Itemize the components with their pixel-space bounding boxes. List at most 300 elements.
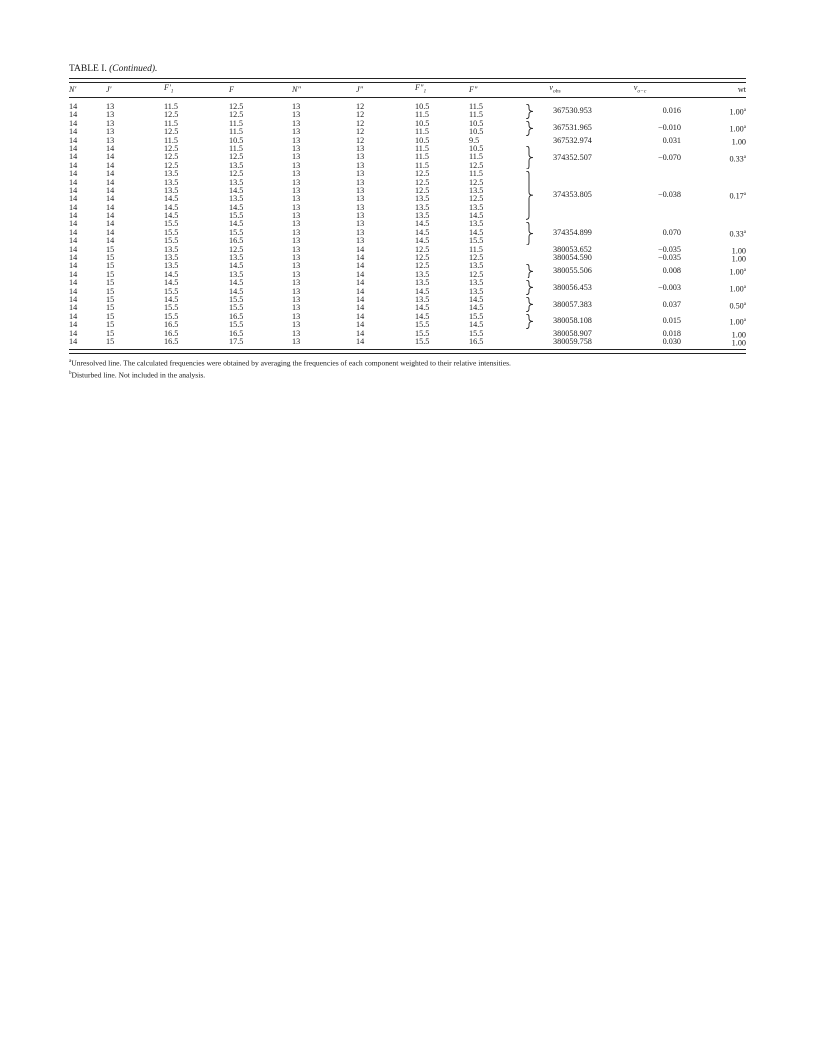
nu-oc-value: −0.003 — [657, 282, 681, 292]
table-cell: 13.5 — [229, 177, 244, 187]
table-cell: 15.5 — [415, 320, 430, 330]
table-cell: 14.5 — [469, 211, 484, 221]
table-cell: 13 — [292, 118, 301, 128]
table-cell: 11.5 — [469, 244, 484, 254]
table-cell: 14 — [69, 160, 78, 170]
table-cell: 13 — [292, 236, 301, 246]
table-cell: 14.5 — [415, 303, 430, 313]
frequency-annotation — [69, 153, 746, 163]
table-cell: 14 — [356, 320, 365, 330]
table-cell: 14.5 — [164, 202, 179, 212]
brace-icon — [525, 171, 535, 219]
table-cell: 14.5 — [229, 286, 244, 296]
table-cell: 12.5 — [229, 244, 244, 254]
header-f1prime: $F'_1$ — [164, 82, 174, 95]
table-cell: 11.5 — [469, 152, 484, 162]
header-jdprime: J" — [356, 84, 364, 94]
table-cell: 14 — [69, 320, 78, 330]
bottom-rule-2 — [69, 353, 746, 354]
table-cell: 15.5 — [229, 320, 244, 330]
header-wt: wt — [737, 84, 746, 94]
table-cell: 15 — [106, 269, 115, 279]
table-cell: 13 — [356, 160, 365, 170]
table-cell: 10.5 — [469, 143, 484, 153]
table-cell: 11.5 — [229, 127, 244, 137]
table-cell: 14.5 — [415, 227, 430, 237]
table-cell: 12.5 — [469, 269, 484, 279]
table-cell: 13.5 — [164, 185, 179, 195]
frequency-annotation — [69, 123, 746, 133]
nu-oc-value: 0.015 — [662, 316, 681, 326]
table-cell: 14 — [69, 127, 78, 137]
table-cell: 10.5 — [415, 135, 430, 145]
wt-value: 0.33$^a$ — [729, 154, 746, 164]
table-cell: 13 — [292, 336, 301, 346]
table-cell: 16.5 — [229, 236, 244, 246]
wt-value: 1.00$^a$ — [729, 124, 746, 134]
nu-obs-value: 367530.953 — [553, 106, 592, 116]
table-cell: 15 — [106, 286, 115, 296]
table-cell: 14 — [106, 227, 115, 237]
table-cell: 14 — [106, 169, 115, 179]
table-cell: 12.5 — [164, 152, 179, 162]
table-cell: 16.5 — [164, 336, 179, 346]
table-cell: 15.5 — [415, 336, 430, 346]
table-cell: 14 — [69, 227, 78, 237]
frequency-annotation — [69, 190, 746, 200]
frequency-annotation — [69, 253, 746, 263]
table-cell: 14 — [106, 211, 115, 221]
caption-continued: (Continued). — [109, 64, 158, 74]
table-cell: 14 — [69, 169, 78, 179]
table-cell: 14 — [69, 328, 78, 338]
table-cell: 12 — [356, 118, 365, 128]
table-cell: 15 — [106, 261, 115, 271]
table-cell: 14.5 — [164, 294, 179, 304]
table-cell: 13 — [292, 211, 301, 221]
table-cell: 14 — [69, 152, 78, 162]
table-cell: 14 — [69, 269, 78, 279]
table-cell: 11.5 — [469, 110, 484, 120]
header-ndprime: N" — [292, 84, 301, 94]
table-cell: 14 — [69, 336, 78, 346]
nu-obs-value: 380053.652 — [553, 245, 592, 254]
table-cell: 14 — [69, 185, 78, 195]
brace-icon — [525, 264, 535, 279]
frequency-annotation — [69, 136, 746, 146]
table-cell: 12.5 — [164, 127, 179, 137]
table-cell: 15.5 — [229, 211, 244, 221]
table-cell: 12.5 — [229, 169, 244, 179]
nu-obs-value: 380054.590 — [553, 253, 592, 263]
table-cell: 14 — [356, 253, 365, 263]
table-cell: 12.5 — [164, 143, 179, 153]
brace-icon — [525, 222, 535, 245]
table-cell: 14.5 — [469, 303, 484, 313]
table-cell: 15.5 — [469, 236, 484, 246]
table-cell: 13 — [356, 185, 365, 195]
table-cell: 15.5 — [229, 303, 244, 313]
table-cell: 14.5 — [229, 185, 244, 195]
nu-oc-value: −0.070 — [657, 152, 681, 162]
wt-value: 1.00 — [731, 330, 746, 340]
nu-oc-value: 0.031 — [662, 135, 681, 145]
table-cell: 13 — [292, 320, 301, 330]
table-cell: 13.5 — [415, 211, 430, 221]
header-fprime: F — [229, 84, 235, 94]
table-cell: 14 — [106, 185, 115, 195]
table-cell: 13.5 — [415, 278, 430, 288]
wt-value: 1.00$^a$ — [729, 318, 746, 328]
table-cell: 15.5 — [229, 294, 244, 304]
table-cell: 14 — [106, 152, 115, 162]
nu-oc-value: 0.018 — [662, 329, 681, 338]
table-cell: 14.5 — [164, 211, 179, 221]
table-cell: 14.5 — [229, 278, 244, 288]
table-cell: 13.5 — [164, 177, 179, 187]
nu-oc-value: −0.010 — [657, 123, 681, 133]
wt-value: 1.00$^a$ — [729, 284, 746, 294]
table-cell: 11.5 — [164, 102, 179, 111]
wt-value: 0.50$^a$ — [729, 301, 746, 311]
table-cell: 13 — [292, 194, 301, 204]
table-cell: 11.5 — [469, 102, 484, 111]
table-cell: 15.5 — [469, 311, 484, 321]
brace-icon — [525, 121, 535, 136]
table-cell: 14 — [356, 311, 365, 321]
table-cell: 13 — [292, 102, 301, 111]
table-cell: 14.5 — [415, 311, 430, 321]
table-cell: 14 — [69, 244, 78, 254]
wt-value: 1.00 — [731, 246, 746, 256]
nu-obs-value: 380058.907 — [553, 329, 592, 338]
table-cell: 13 — [292, 261, 301, 271]
table-cell: 13 — [292, 127, 301, 137]
table-cell: 13.5 — [164, 244, 179, 254]
table-cell: 10.5 — [469, 118, 484, 128]
header-nu-obs: $\nu_{obs}$ — [549, 82, 561, 95]
table-cell: 14 — [356, 278, 365, 288]
nu-oc-value: −0.035 — [657, 253, 681, 263]
table-cell: 14.5 — [229, 219, 244, 229]
nu-obs-value: 380056.453 — [553, 282, 592, 292]
table-cell: 13 — [292, 253, 301, 263]
table-cell: 13.5 — [469, 261, 484, 271]
table-cell: 14 — [69, 286, 78, 296]
footnote-b: $^b$Disturbed line. Not included in the analysis. — [69, 370, 206, 380]
table-cell: 13 — [292, 185, 301, 195]
table-cell: 15.5 — [164, 286, 179, 296]
wt-value: 1.00$^a$ — [729, 267, 746, 277]
table-cell: 13 — [292, 311, 301, 321]
table-cell: 13 — [356, 169, 365, 179]
table-cell: 11.5 — [164, 118, 179, 128]
table-cell: 13 — [106, 127, 115, 137]
table-cell: 13.5 — [229, 269, 244, 279]
table-cell: 12 — [356, 135, 365, 145]
brace-icon — [525, 104, 535, 119]
table-cell: 13.5 — [469, 202, 484, 212]
header-fdprime: F" — [469, 84, 478, 94]
table-cell: 12.5 — [415, 244, 430, 254]
table-cell: 12.5 — [164, 110, 179, 120]
table-cell: 12.5 — [469, 160, 484, 170]
brace-icon — [525, 146, 535, 169]
table-cell: 14.5 — [229, 202, 244, 212]
wt-value: 1.00 — [731, 255, 746, 265]
table-cell: 15.5 — [164, 236, 179, 246]
table-cell: 13 — [292, 244, 301, 254]
table-cell: 12 — [356, 127, 365, 137]
table-cell: 13 — [292, 135, 301, 145]
table-rows — [69, 102, 746, 349]
caption-label: TABLE I. — [69, 64, 107, 74]
table-cell: 13 — [292, 328, 301, 338]
table-cell: 10.5 — [415, 118, 430, 128]
frequency-annotation — [69, 337, 746, 347]
footnote-a: $^a$Unresolved line. The calculated frequencies were obtained by averaging the frequencies of each component weighted to their relative intensities. — [69, 358, 511, 368]
table-cell: 10.5 — [415, 102, 430, 111]
table-cell: 14.5 — [164, 194, 179, 204]
table-cell: 11.5 — [415, 110, 430, 120]
table-cell: 13.5 — [469, 278, 484, 288]
footnotes — [69, 357, 746, 380]
table-cell: 13.5 — [415, 202, 430, 212]
table-cell: 14 — [69, 261, 78, 271]
table-cell: 13 — [356, 177, 365, 187]
nu-obs-value: 374354.899 — [553, 228, 592, 238]
table-cell: 13 — [292, 294, 301, 304]
table-cell: 13 — [106, 135, 115, 145]
table-cell: 14 — [69, 253, 78, 263]
nu-obs-value: 380059.758 — [553, 337, 592, 347]
table-cell: 11.5 — [229, 143, 244, 153]
nu-obs-value: 374353.805 — [553, 190, 592, 200]
table-page — [69, 62, 746, 380]
table-cell: 14 — [69, 194, 78, 204]
table-cell: 9.5 — [469, 135, 480, 145]
table-cell: 13.5 — [469, 185, 484, 195]
table-header — [69, 83, 746, 97]
table-cell: 15.5 — [164, 219, 179, 229]
table-cell: 10.5 — [469, 127, 484, 137]
table-cell: 14 — [69, 311, 78, 321]
table-cell: 14 — [106, 160, 115, 170]
table-cell: 12.5 — [229, 110, 244, 120]
table-cell: 14 — [69, 211, 78, 221]
table-cell: 13 — [106, 102, 115, 111]
table-cell: 12.5 — [415, 185, 430, 195]
table-cell: 12.5 — [415, 177, 430, 187]
table-cell: 14 — [69, 177, 78, 187]
brace-icon — [525, 297, 535, 312]
table-cell: 14.5 — [415, 286, 430, 296]
table-cell: 11.5 — [469, 169, 484, 179]
table-cell: 13 — [356, 236, 365, 246]
table-cell: 13 — [292, 202, 301, 212]
table-cell: 16.5 — [164, 328, 179, 338]
table-cell: 14 — [106, 194, 115, 204]
wt-value: 1.00 — [731, 137, 746, 147]
nu-oc-value: 0.008 — [662, 266, 681, 275]
table-cell: 15 — [106, 320, 115, 330]
table-cell: 13 — [292, 143, 301, 153]
table-cell: 10.5 — [229, 135, 244, 145]
table-cell: 15 — [106, 253, 115, 263]
table-cell: 15 — [106, 336, 115, 346]
table-cell: 13.5 — [415, 194, 430, 204]
frequency-annotation — [69, 316, 746, 326]
table-cell: 11.5 — [415, 160, 430, 170]
table-cell: 14 — [356, 294, 365, 304]
table-cell: 15 — [106, 294, 115, 304]
table-cell: 15.5 — [164, 227, 179, 237]
table-cell: 14 — [69, 118, 78, 128]
frequency-annotation — [69, 106, 746, 116]
nu-oc-value: 0.070 — [662, 228, 681, 238]
table-cell: 13 — [356, 227, 365, 237]
table-cell: 14 — [69, 236, 78, 246]
table-cell: 14 — [69, 202, 78, 212]
table-cell: 14 — [69, 143, 78, 153]
brace-icon — [525, 314, 535, 329]
table-cell: 14 — [69, 110, 78, 120]
nu-obs-value: 380058.108 — [553, 316, 592, 326]
table-cell: 13.5 — [229, 194, 244, 204]
table-cell: 15.5 — [469, 328, 484, 338]
table-cell: 13 — [356, 194, 365, 204]
table-cell: 13 — [356, 202, 365, 212]
table-cell: 13.5 — [415, 269, 430, 279]
table-cell: 13 — [292, 177, 301, 187]
table-cell: 15.5 — [164, 303, 179, 313]
table-cell: 12.5 — [469, 194, 484, 204]
table-cell: 13 — [292, 278, 301, 288]
table-cell: 14 — [69, 294, 78, 304]
table-cell: 12.5 — [229, 102, 244, 111]
nu-oc-value: 0.037 — [662, 299, 681, 309]
nu-obs-value: 380055.506 — [553, 266, 592, 275]
table-cell: 13 — [356, 143, 365, 153]
table-cell: 13 — [356, 211, 365, 221]
nu-oc-value: −0.035 — [657, 245, 681, 254]
table-cell: 14 — [69, 303, 78, 313]
table-cell: 13 — [292, 219, 301, 229]
table-cell: 14.5 — [415, 236, 430, 246]
frequency-annotation — [69, 283, 746, 293]
table-cell: 14 — [69, 135, 78, 145]
table-caption — [69, 62, 746, 78]
table-cell: 13.5 — [229, 160, 244, 170]
table-cell: 13 — [292, 152, 301, 162]
table-cell: 14 — [69, 102, 78, 111]
table-cell: 12 — [356, 110, 365, 120]
nu-obs-value: 367531.965 — [553, 123, 592, 133]
table-cell: 16.5 — [164, 320, 179, 330]
table-cell: 12.5 — [415, 253, 430, 263]
wt-value: 1.00$^a$ — [729, 108, 746, 118]
table-cell: 13.5 — [469, 286, 484, 296]
table-cell: 13 — [292, 286, 301, 296]
table-cell: 14 — [106, 177, 115, 187]
table-cell: 14.5 — [469, 320, 484, 330]
table-cell: 12.5 — [415, 169, 430, 179]
table-cell: 11.5 — [415, 127, 430, 137]
table-cell: 14 — [356, 261, 365, 271]
header-nu-oc: $\nu_{o-c}$ — [633, 82, 647, 95]
table-cell: 16.5 — [229, 328, 244, 338]
table-cell: 14.5 — [469, 294, 484, 304]
header-f1dprime: $F"_1$ — [415, 82, 427, 95]
table-cell: 13 — [292, 227, 301, 237]
table-body — [69, 98, 746, 349]
header-nprime: N' — [69, 84, 77, 94]
brace-icon — [525, 280, 535, 295]
table-cell: 16.5 — [229, 311, 244, 321]
nu-oc-value: 0.030 — [662, 337, 681, 347]
table-cell: 11.5 — [229, 118, 244, 128]
frequency-annotation — [69, 266, 746, 276]
table-cell: 14 — [356, 328, 365, 338]
table-cell: 14 — [106, 236, 115, 246]
table-cell: 13 — [292, 110, 301, 120]
nu-oc-value: 0.016 — [662, 106, 681, 116]
table-cell: 14 — [106, 219, 115, 229]
table-cell: 15 — [106, 244, 115, 254]
table-cell: 15 — [106, 278, 115, 288]
table-cell: 13.5 — [164, 253, 179, 263]
table-cell: 14.5 — [469, 227, 484, 237]
table-cell: 17.5 — [229, 336, 244, 346]
table-cell: 14 — [69, 278, 78, 288]
nu-oc-value: −0.038 — [657, 190, 681, 200]
table-cell: 13.5 — [415, 294, 430, 304]
table-cell: 13 — [356, 219, 365, 229]
table-cell: 15 — [106, 303, 115, 313]
nu-obs-value: 367532.974 — [553, 135, 592, 145]
frequency-annotation — [69, 228, 746, 238]
table-cell: 13.5 — [164, 169, 179, 179]
table-cell: 11.5 — [415, 143, 430, 153]
table-cell: 16.5 — [469, 336, 484, 346]
table-cell: 15 — [106, 328, 115, 338]
table-cell: 14.5 — [164, 269, 179, 279]
wt-value: 1.00 — [731, 339, 746, 349]
table-cell: 13 — [292, 169, 301, 179]
table-cell: 15.5 — [229, 227, 244, 237]
table-cell: 13 — [356, 152, 365, 162]
table-cell: 12.5 — [415, 261, 430, 271]
table-cell: 14 — [356, 303, 365, 313]
table-cell: 13 — [292, 269, 301, 279]
table-cell: 13.5 — [229, 253, 244, 263]
table-cell: 12.5 — [229, 152, 244, 162]
table-cell: 14 — [356, 336, 365, 346]
table-cell: 14 — [356, 269, 365, 279]
table-cell: 12 — [356, 102, 365, 111]
table-cell: 13 — [292, 160, 301, 170]
wt-value: 0.17$^a$ — [729, 192, 746, 202]
table-cell: 13 — [106, 110, 115, 120]
table-cell: 13 — [106, 118, 115, 128]
nu-obs-value: 374352.507 — [553, 152, 592, 162]
table-cell: 12.5 — [469, 253, 484, 263]
wt-value: 0.33$^a$ — [729, 229, 746, 239]
table-cell: 14 — [356, 244, 365, 254]
table-cell: 12.5 — [164, 160, 179, 170]
table-cell: 11.5 — [164, 135, 179, 145]
table-cell: 14.5 — [164, 278, 179, 288]
